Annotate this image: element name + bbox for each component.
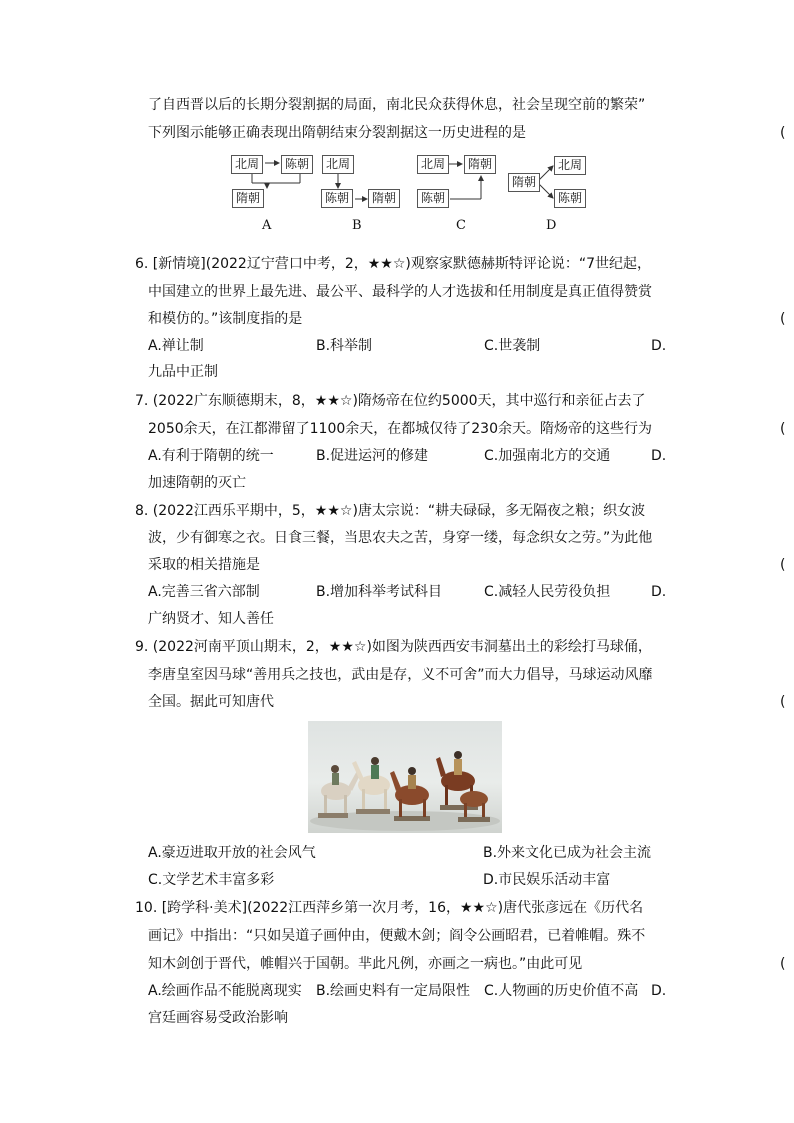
q9-option-b[interactable]: B.外来文化已成为社会主流 — [483, 845, 652, 861]
q7-text-line2: 2050余天，在江都滞留了1100余天，在都城仅待了230余天。隋炀帝的这些行为 — [148, 421, 652, 437]
q8-text-line2: 波，少有御寒之衣。日食三餐，当思农夫之苦，身穿一缕，每念织女之劳。”为此他 — [148, 530, 653, 546]
diagram-c-box-chenchao: 陈朝 — [417, 189, 449, 208]
diagram-d-box-chenchao: 陈朝 — [554, 189, 586, 208]
q8-option-d-text[interactable]: 广纳贤才、知人善任 — [148, 611, 274, 627]
q8-option-a[interactable]: A.完善三省六部制 — [148, 584, 260, 600]
q6-text-line2: 中国建立的世界上最先进、最公平、最科学的人才选拔和任用制度是真正值得赞赏 — [148, 284, 652, 300]
diagram-b-box-beizhou: 北周 — [322, 155, 354, 174]
q10-option-d-label[interactable]: D. — [651, 983, 667, 999]
q6-text-line1: 6. [新情境](2022辽宁营口中考，2，★★☆)观察家默德赫斯特评论说：“7世纪起， — [135, 256, 652, 272]
q6-option-a[interactable]: A.禅让制 — [148, 338, 204, 354]
q6-option-d-text[interactable]: 九品中正制 — [148, 364, 218, 380]
q9-text-line3: 全国。据此可知唐代 — [148, 694, 274, 710]
q6-option-d-label[interactable]: D. — [651, 338, 667, 354]
diagram-d-box-beizhou: 北周 — [554, 156, 586, 175]
q7-text-line1: 7. (2022广东顺德期末，8，★★☆)隋炀帝在位约5000天，其中巡行和亲征占去了 — [135, 393, 646, 409]
diagram-b-box-chenchao: 陈朝 — [321, 189, 353, 208]
q10-option-d-text[interactable]: 宫廷画容易受政治影响 — [148, 1010, 288, 1026]
diagram-a-box-suichao: 隋朝 — [232, 189, 264, 208]
q6-answer-paren: ( — [780, 311, 786, 327]
q8-option-b[interactable]: B.增加科举考试科目 — [316, 584, 443, 600]
q5-answer-paren: ( — [780, 125, 786, 141]
diagram-b-box-suichao: 隋朝 — [368, 189, 400, 208]
q9-option-c[interactable]: C.文学艺术丰富多彩 — [148, 872, 275, 888]
diagram-c-box-beizhou: 北周 — [417, 155, 449, 174]
q10-option-a[interactable]: A.绘画作品不能脱离现实 — [148, 983, 302, 999]
q6-option-b[interactable]: B.科举制 — [316, 338, 373, 354]
q5-text-line1: 了自西晋以后的长期分裂割据的局面，南北民众获得休息，社会呈现空前的繁荣” — [148, 97, 646, 113]
q8-option-d-label[interactable]: D. — [651, 584, 667, 600]
q9-text-line1: 9. (2022河南平顶山期末，2，★★☆)如图为陕西西安韦洞墓出土的彩绘打马球俑， — [135, 639, 652, 655]
diagram-c-label: C — [456, 218, 466, 233]
q7-option-d-text[interactable]: 加速隋朝的灭亡 — [148, 475, 246, 491]
q8-text-line3: 采取的相关措施是 — [148, 557, 260, 573]
diagram-a-label: A — [262, 218, 272, 233]
q8-answer-paren: ( — [780, 557, 786, 573]
q10-answer-paren: ( — [780, 956, 786, 972]
diagram-a-box-chenchao: 陈朝 — [281, 155, 313, 174]
q8-option-c[interactable]: C.减轻人民劳役负担 — [484, 584, 611, 600]
q7-option-a[interactable]: A.有利于隋朝的统一 — [148, 448, 274, 464]
q5-diagram-arrows — [0, 0, 794, 260]
q6-text-line3: 和模仿的。”该制度指的是 — [148, 311, 303, 327]
q9-option-a[interactable]: A.豪迈进取开放的社会风气 — [148, 845, 316, 861]
diagram-d-box-suichao: 隋朝 — [508, 173, 540, 192]
q9-answer-paren: ( — [780, 694, 786, 710]
q7-answer-paren: ( — [780, 421, 786, 437]
q5-text-line2: 下列图示能够正确表现出隋朝结束分裂割据这一历史进程的是 — [148, 125, 526, 141]
diagram-b-label: B — [352, 218, 362, 233]
polo-figurines-photo — [308, 721, 502, 833]
q8-text-line1: 8. (2022江西乐平期中，5，★★☆)唐太宗说：“耕夫碌碌，多无隔夜之粮；织女波 — [135, 503, 646, 519]
q7-option-d-label[interactable]: D. — [651, 448, 667, 464]
q7-option-b[interactable]: B.促进运河的修建 — [316, 448, 429, 464]
q6-option-c[interactable]: C.世袭制 — [484, 338, 541, 354]
diagram-a-box-beizhou: 北周 — [231, 155, 263, 174]
q10-text-line1: 10. [跨学科·美术](2022江西萍乡第一次月考，16，★★☆)唐代张彦远在《历代名 — [135, 900, 644, 916]
q10-text-line3: 知木剑创于晋代，帷帽兴于国朝。芈此凡例，亦画之一病也。”由此可见 — [148, 956, 583, 972]
q9-option-d[interactable]: D.市民娱乐活动丰富 — [483, 872, 611, 888]
q10-option-c[interactable]: C.人物画的历史价值不高 — [484, 983, 639, 999]
q10-text-line2: 画记》中指出：“只如吴道子画仲由，便戴木剑；阎令公画昭君，已着帷帽。殊不 — [148, 928, 646, 944]
diagram-d-label: D — [546, 218, 557, 233]
q9-text-line2: 李唐皇室因马球“善用兵之技也，武由是存，义不可舍”而大力倡导，马球运动风靡 — [148, 667, 653, 683]
diagram-c-box-suichao: 隋朝 — [464, 155, 496, 174]
q10-option-b[interactable]: B.绘画史料有一定局限性 — [316, 983, 471, 999]
q7-option-c[interactable]: C.加强南北方的交通 — [484, 448, 611, 464]
